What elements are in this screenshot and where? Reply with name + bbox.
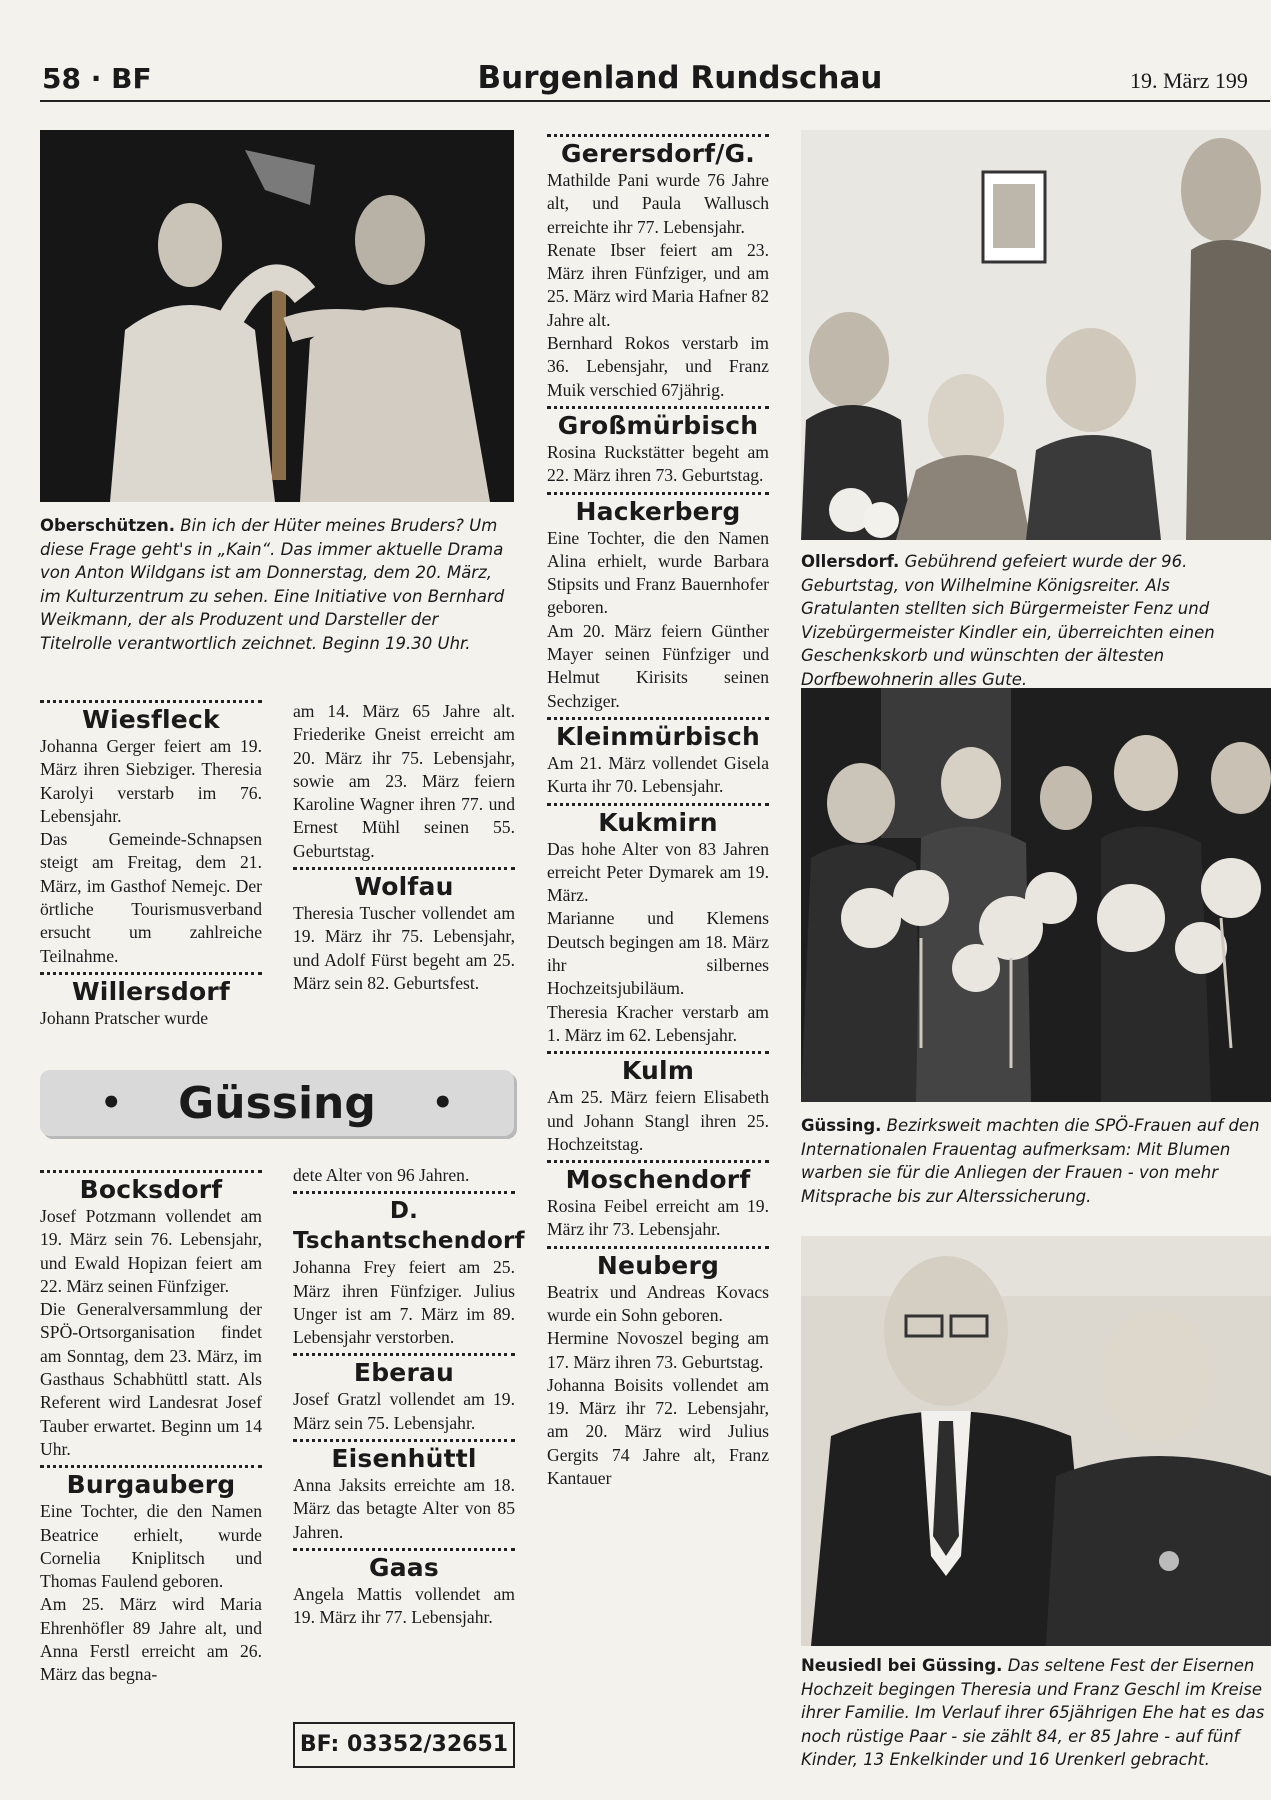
paragraph: Rosina Feibel erreicht am 19. März ihr 73. Lebensjahr. [547,1196,769,1240]
paragraph: Die Generalversammlung der SPÖ-Ortsorganisation findet am Sonntag, dem 23. März, im Gasthaus Schabhüttl statt. Als Referent wird Landesrat Josef Tauber erwartet. Beginn um 14 Uhr. [40,1299,262,1459]
bullet: • [100,1083,123,1123]
paragraph: Rosina Ruckstätter begeht am 22. März ihren 73. Geburtstag. [547,441,769,486]
page-number: 58 · BF [42,62,152,95]
dotted-divider [547,1160,769,1163]
section-willersdorf [40,972,262,1030]
paragraph: Das hohe Alter von 83 Jahren erreicht Peter Dymarek am 19. März. [547,838,769,906]
paragraph: Am 25. März wird Maria Ehrenhöfler 89 Jahre alt, und Anna Ferstl erreicht am 26. März das begna- [40,1594,262,1685]
dotted-divider [293,1439,515,1442]
paragraph: Am 25. März feiern Elisabeth und Johann Stangl ihren 25. Hochzeitstag. [547,1087,769,1154]
section-heading: Kulm [621,1056,695,1086]
dotted-divider [547,406,769,409]
paragraph: Am 20. März feiern Günther Mayer seinen Fünfziger und Helmut Kirisits seinen Sechziger. [547,620,769,711]
caption-ollersdorf: Ollersdorf. Gebührend gefeiert wurde der 96. Geburtstag, von Wilhelmine Königsreiter. Als Gratulanten stellten sich Bürgermeister Fenz und Vizebürgermeister Kindler ein, überreichten einen Geschenkskorb und wünschten der ältesten Dorfbewohnerin alles Gute. [801,552,1215,689]
section-heading: Eisenhüttl [331,1444,477,1474]
section-moschendorf [547,1160,769,1242]
column-left-upper [40,696,262,1030]
paragraph: Am 21. März vollendet Gisela Kurta ihr 70. Lebensjahr. [547,752,769,797]
paragraph: Bernhard Rokos verstarb im 36. Lebensjahr, und Franz Muik verschied 67jährig. [547,333,769,400]
paragraph: Das Gemeinde-Schnapsen steigt am Freitag, dem 21. März, im Gasthof Nemejc. Der örtliche Tourismusverband ersucht um zahlreiche Teilnahme. [40,829,262,966]
section-heading: Großmürbisch [557,410,759,440]
section-eberau [293,1353,515,1435]
dotted-divider [40,1170,262,1173]
photo-theater-axe-scene-icon [40,130,514,502]
section-heading: Gaas [369,1552,439,1582]
dotted-divider [293,1353,515,1356]
paragraph: Johanna Gerger feiert am 19. März ihren Siebziger. Theresia Karolyi verstarb im 76. Lebensjahr. [40,736,262,826]
dotted-divider [293,1548,515,1551]
section-heading: D. Tschantschendorf [293,1198,525,1255]
dotted-divider [547,717,769,720]
banner-label: Güssing [178,1077,376,1129]
theater-photo [40,130,514,502]
section-heading: Neuberg [596,1250,720,1280]
column-mid-lower [293,1164,525,1630]
section-heading: Wiesfleck [82,705,220,734]
section-grossmuerbisch [547,406,769,488]
paragraph: Hermine Novoszel beging am 17. März ihren 73. Geburtstag. [547,1328,769,1372]
column-left-lower [40,1166,262,1687]
dotted-divider [40,1465,262,1468]
dotted-divider [293,867,515,870]
section-heading: Wolfau [354,872,454,902]
photo-elderly-woman-celebration-icon [801,130,1271,540]
section-heading: Kleinmürbisch [555,721,760,751]
column-mid-upper [293,700,515,995]
dotted-divider [547,1246,769,1249]
paragraph: Anna Jaksits erreichte am 18. März das betagte Alter von 85 Jahren. [293,1475,515,1542]
dotted-divider [40,972,262,975]
paragraph: Theresia Tuscher vollendet am 19. März ihr 75. Lebensjahr, und Adolf Fürst begeht am 25. März sein 82. Geburtsfest. [293,903,515,993]
section-kukmirn [547,803,769,1048]
guessing-photo [801,688,1271,1102]
header-rule [40,100,1270,102]
dotted-divider [547,134,769,137]
paragraph: Angela Mattis vollendet am 19. März ihr 77. Lebensjahr. [293,1583,515,1628]
dotted-divider [547,1051,769,1054]
section-heading: Willersdorf [72,976,230,1006]
photo-elderly-couple-icon [801,1236,1271,1646]
section-heading: Hackerberg [575,496,741,526]
section-wiesfleck [40,700,262,968]
paragraph: Mathilde Pani wurde 76 Jahre alt, und Paula Wallusch erreichte ihr 77. Lebensjahr. [547,170,769,237]
section-heading: Moschendorf [565,1165,751,1195]
section-heading: Eberau [353,1358,455,1388]
paragraph: Josef Potzmann vollendet am 19. März sein 76. Lebensjahr, und Ewald Hopizan feiert am 22. März seinen Fünfziger. [40,1206,262,1296]
paragraph: Johanna Boisits vollendet am 19. März ihr 72. Lebensjahr, am 20. März wird Julius Gergits 74 Jahre alt, Franz Kantauer [547,1374,769,1489]
section-heading: Bocksdorf [79,1175,223,1204]
paragraph: Beatrix und Andreas Kovacs wurde ein Sohn geboren. [547,1281,769,1325]
section-heading: Burgauberg [66,1470,236,1500]
section-tschantschendorf [293,1191,525,1349]
caption-oberschuetzen: Oberschützen. Bin ich der Hüter meines Bruders? Um diese Frage geht's in „Kain“. Das immer aktuelle Drama von Anton Wildgans ist am Donnerstag, dem 20. März, im Kulturzentrum zu sehen. Eine Initiative von Bernhard Weikmann, der als Produzent und Darsteller der Titelrolle verantwortlich zeichnet. Beginn 19.30 Uhr. [40,516,505,653]
paragraph: Theresia Kracher verstarb am 1. März im 62. Lebensjahr. [547,1001,769,1045]
section-kleinmuerbisch [547,717,769,799]
column-right-text [547,130,769,1490]
section-eisenhuettl [293,1439,515,1544]
section-gaas [293,1548,515,1630]
dotted-divider [293,1191,515,1194]
paragraph: dete Alter von 96 Jahren. [293,1165,470,1185]
paragraph: Eine Tochter, die den Namen Beatrice erhielt, wurde Cornelia Kniplitsch und Thomas Faulend geboren. [40,1501,262,1592]
section-wolfau [293,867,515,995]
bullet: • [431,1083,454,1123]
paragraph: Johanna Frey feiert am 25. März ihren Fünfziger. Julius Unger ist am 7. März im 89. Lebensjahr verstorben. [293,1257,515,1348]
paragraph: Renate Ibser feiert am 23. März ihren Fünfziger, und am 25. März wird Maria Hafner 82 Jahre alt. [547,239,769,330]
photo-women-with-flowers-icon [801,688,1271,1102]
paragraph: Eine Tochter, die den Namen Alina erhielt, wurde Barbara Stipsits und Franz Bauernhofer geboren. [547,527,769,618]
caption-guessing: Güssing. Bezirksweit machten die SPÖ-Frauen auf den Internationalen Frauentag aufmerksam: Mit Blumen warben sie für die Anliegen der Frauen - von mehr Mitsprache bis zur Alterssicherung. [801,1116,1260,1206]
section-burgauberg [40,1465,262,1686]
section-gerersdorf [547,134,769,402]
newspaper-title: Burgenland Rundschau [477,60,883,96]
dotted-divider [40,700,262,703]
section-heading: Gerersdorf/G. [561,139,755,168]
ollersdorf-photo [801,130,1271,540]
dotted-divider [547,803,769,806]
section-kulm [547,1051,769,1156]
section-hackerberg [547,492,769,713]
section-neuberg [547,1246,769,1491]
caption-neusiedl: Neusiedl bei Güssing. Das seltene Fest der Eisernen Hochzeit begingen Theresia und Franz Geschl im Kreise ihrer Familie. Im Verlauf ihrer 65jährigen Ehe hat es das noch rüstige Paar - sie zählt 84, er 85 Jahre - auf fünf Kinder, 13 Enkelkinder und 16 Urenkerl gebracht. [801,1656,1265,1769]
section-heading: Kukmirn [598,807,718,837]
issue-date: 19. März 199 [1130,68,1248,93]
neusiedl-photo [801,1236,1271,1646]
region-banner-guessing [40,1070,514,1136]
phone-number-box: BF: 03352/32651 [293,1722,515,1768]
paragraph: Marianne und Klemens Deutsch begingen am 18. März ihr silbernes Hochzeitsjubiläum. [547,908,769,999]
paragraph: Johann Pratscher wurde [40,1007,209,1028]
paragraph: Josef Gratzl vollendet am 19. März sein 75. Lebensjahr. [293,1389,515,1433]
dotted-divider [547,492,769,495]
paragraph: am 14. März 65 Jahre alt. Friederike Gneist erreicht am 20. März ihr 75. Lebensjahr, sowie am 23. März feiern Karoline Wagner ihren 77. und Ernest Mühl seinen 55. Geburtstag. [293,701,515,861]
section-bocksdorf [40,1170,262,1461]
